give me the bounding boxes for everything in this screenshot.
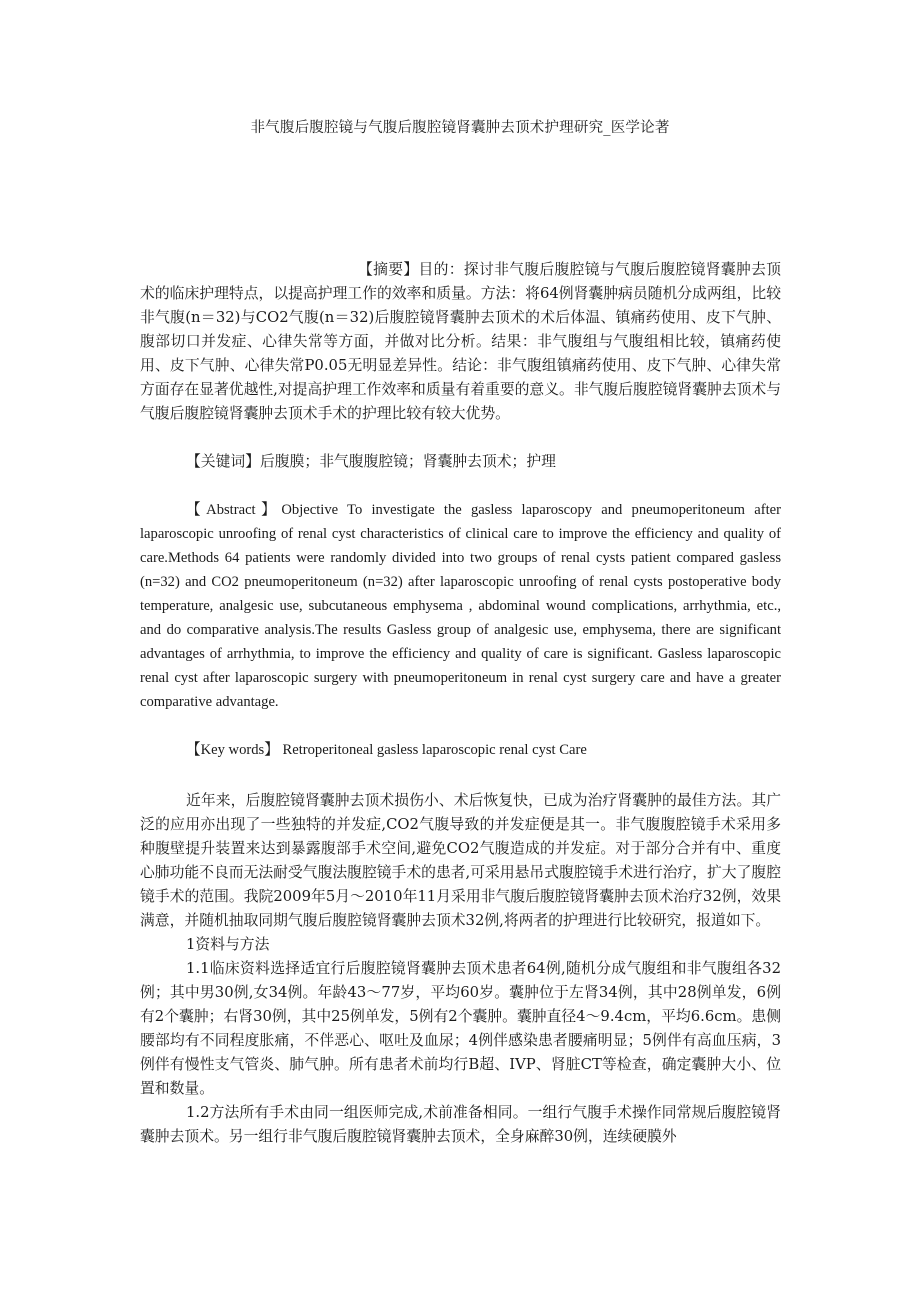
section-1-2-paragraph: 1.2方法所有手术由同一组医师完成,术前准备相同。一组行气腹手术操作同常规后腹腔镜肾囊肿去顶术。另一组行非气腹后腹腔镜肾囊肿去顶术，全身麻醉30例，连续硬膜外 bbox=[140, 1104, 781, 1145]
keywords-cn-label: 【关键词】 bbox=[186, 453, 260, 470]
document-title: 非气腹后腹腔镜与气腹后腹腔镜肾囊肿去顶术护理研究_医学论著 bbox=[250, 120, 670, 136]
intro-paragraph: 近年来，后腹腔镜肾囊肿去顶术损伤小、术后恢复快，已成为治疗肾囊肿的最佳方法。其广泛的应用亦出现了一些独特的并发症,CO2气腹导致的并发症便是其一。非气腹腹腔镜手术采用多种腹壁提升装置来达到暴露腹部手术空间,避免CO2气腹造成的并发症。对于部分合并有中、重度心肺功能不良而无法耐受气腹法腹腔镜手术的患者,可采用悬吊式腹腔镜手术进行治疗，扩大了腹腔镜手术的范围。我院2009年5月～2010年11月采用非气腹后腹腔镜肾囊肿去顶术治疗32例，效果满意，并随机抽取同期气腹后腹腔镜肾囊肿去顶术32例,将两者的护理进行比较研究，报道如下。 bbox=[140, 792, 781, 929]
abstract-cn-text: 目的：探讨非气腹后腹腔镜与气腹后腹腔镜肾囊肿去顶术的临床护理特点，以提高护理工作的效率和质量。方法：将64例肾囊肿病员随机分成两组，比较非气腹(n＝32)与CO2气腹(n＝32)后腹腔镜肾囊肿去顶术的术后体温、镇痛药使用、皮下气肿、腹部切口并发症、心律失常等方面，并做对比分析。结果：非气腹组与气腹组相比较，镇痛药使用、皮下气肿、心律失常P0.05无明显差异性。结论：非气腹组镇痛药使用、皮下气肿、心律失常方面存在显著优越性,对提高护理工作效率和质量有着重要的意义。非气腹后腹腔镜肾囊肿去顶术与气腹后腹腔镜肾囊肿去顶术手术的护理比较有较大优势。 bbox=[140, 261, 781, 422]
keywords-cn-text: 后腹膜；非气腹腹腔镜；肾囊肿去顶术；护理 bbox=[260, 453, 556, 470]
abstract-cn-label: 【摘要】 bbox=[358, 261, 419, 278]
keywords-en-label: 【Key words】 bbox=[186, 742, 279, 758]
section-heading: 1资料与方法 bbox=[186, 936, 270, 953]
abstract-en-label: 【Abstract】 bbox=[186, 502, 282, 518]
abstract-en-text: Objective To investigate the gasless laparoscopy and pneumoperitoneum after laparoscopic unroofing of renal cyst characteristics of clinical care to improve the efficiency and quality of care.Methods 64 patients were randomly divided into two groups of renal cysts patient compared gasless (n=32) and CO2 pneumoperitoneum (n=32) after laparoscopic unroofing of renal cysts postoperative body temperature, analgesic use, subcutaneous emphysema , abdominal wound complications, arrhythmia, etc., and do comparative analysis.The results Gasless group of analgesic use, emphysema, there are significant advantages of arrhythmia, to improve the efficiency and quality of care is significant. Gasless laparoscopic renal cyst after laparoscopic surgery with pneumoperitoneum in renal cyst surgery care and have a greater comparative advantage. bbox=[140, 502, 781, 710]
body-text bbox=[140, 789, 781, 1149]
keywords-en-text: Retroperitoneal gasless laparoscopic renal cyst Care bbox=[282, 742, 587, 758]
section-1-1-paragraph: 1.1临床资料选择适宜行后腹腔镜肾囊肿去顶术患者64例,随机分成气腹组和非气腹组各32例；其中男30例,女34例。年龄43～77岁，平均60岁。囊肿位于左肾34例，其中28例单发，6例有2个囊肿；右肾30例，其中25例单发，5例有2个囊肿。囊肿直径4～9.4cm，平均6.6cm。患侧腰部均有不同程度胀痛，不伴恶心、呕吐及血尿；4例伴感染患者腰痛明显；5例伴有高血压病，3例伴有慢性支气管炎、肺气肿。所有患者术前均行B超、IVP、肾脏CT等检查，确定囊肿大小、位置和数量。 bbox=[140, 960, 781, 1097]
keywords-cn bbox=[140, 450, 781, 474]
keywords-en bbox=[140, 738, 781, 762]
abstract-cn bbox=[140, 258, 781, 426]
abstract-en bbox=[140, 498, 781, 714]
